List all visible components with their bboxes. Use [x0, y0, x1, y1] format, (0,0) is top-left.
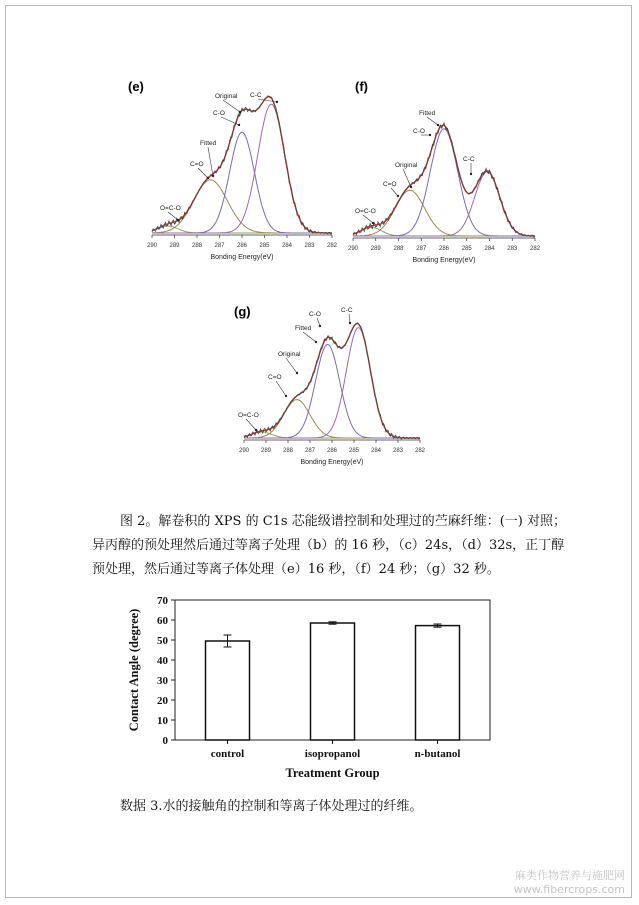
label-marker — [470, 173, 472, 175]
label-leader — [286, 358, 297, 373]
peak-label-co: C=O — [383, 181, 397, 188]
label-leader — [276, 381, 286, 396]
panel-tag: (f) — [355, 79, 368, 94]
label-marker — [238, 124, 240, 126]
label-marker — [255, 429, 257, 431]
peak-label-c_o: C-O — [309, 311, 321, 318]
y-tick-label: 50 — [157, 635, 168, 647]
y-tick-label: 40 — [157, 655, 168, 667]
x-tick-label: 285 — [259, 243, 270, 249]
label-marker — [207, 177, 209, 179]
x-tick-label: 282 — [326, 243, 338, 249]
figure2-caption — [120, 510, 620, 534]
label-leader — [223, 100, 240, 112]
x-tick-label: 285 — [461, 246, 472, 252]
x-tick-label: 286 — [236, 243, 248, 249]
component-peak — [353, 227, 535, 236]
figure2-caption-cont — [92, 534, 622, 582]
label-marker — [296, 372, 298, 374]
x-tick-label: 287 — [214, 243, 225, 249]
watermark-line2: www.fibercrops.com — [513, 883, 625, 896]
label-leader — [363, 215, 373, 223]
label-leader — [427, 117, 438, 125]
label-marker — [349, 322, 351, 324]
label-leader — [168, 212, 178, 220]
label-marker — [315, 341, 317, 343]
x-tick-label: 289 — [370, 246, 381, 252]
peak-label-c_o: C-O — [213, 110, 225, 117]
x-tick-label: 288 — [282, 448, 294, 454]
x-tick-label: 290 — [347, 246, 359, 252]
label-leader — [391, 188, 398, 196]
peak-label-cc: C-C — [341, 307, 353, 314]
x-tick-label: 290 — [146, 243, 158, 249]
x-tick-label: 283 — [507, 246, 518, 252]
x-tick-label: 284 — [281, 243, 293, 249]
component-peak — [244, 344, 420, 438]
x-tick-label: control — [210, 748, 245, 760]
bar-control — [206, 641, 250, 740]
x-tick-label: n-butanol — [414, 748, 461, 760]
x-tick-label: 282 — [529, 246, 541, 252]
peak-label-cc: C-C — [250, 92, 262, 99]
x-tick-label: 282 — [414, 448, 426, 454]
y-tick-label: 60 — [157, 615, 168, 627]
x-axis-label: Bonding Energy(eV) — [210, 254, 274, 261]
peak-label-occ: O=C-O — [238, 412, 259, 419]
label-marker — [276, 101, 278, 103]
x-tick-label: 287 — [304, 448, 316, 454]
x-tick-label: 286 — [326, 448, 338, 454]
xps-panel-f — [345, 75, 565, 300]
x-axis-label: Bonding Energy(eV) — [300, 459, 364, 466]
y-tick-label: 0 — [162, 735, 168, 747]
component-peak — [152, 132, 332, 233]
peak-label-original: Original — [278, 351, 301, 358]
component-peak — [244, 328, 420, 438]
original-curve — [353, 123, 535, 237]
panel-tag: (g) — [234, 304, 251, 319]
peak-label-original: Original — [215, 93, 238, 100]
label-marker — [410, 186, 412, 188]
figure2-caption-line3: 预处理，然后通过等离子体处理（e）16 秒，（f）24 秒；（g）32 秒。 — [92, 562, 500, 577]
x-tick-label: 288 — [191, 243, 203, 249]
label-marker — [239, 111, 241, 113]
y-tick-label: 20 — [157, 695, 168, 707]
label-marker — [285, 395, 287, 397]
x-tick-label: 289 — [260, 448, 272, 454]
peak-label-fitted: Fitted — [200, 140, 217, 147]
label-leader — [349, 314, 350, 323]
peak-label-occ: O=C-O — [355, 208, 376, 215]
original-curve — [152, 96, 332, 234]
x-axis-title: Treatment Group — [285, 766, 380, 780]
panel-tag: (e) — [128, 79, 144, 94]
x-tick-label: 284 — [484, 246, 495, 252]
peak-label-original: Original — [395, 162, 418, 169]
x-tick-label: 288 — [393, 246, 404, 252]
component-peak — [353, 190, 535, 236]
x-tick-label: 289 — [169, 243, 180, 249]
x-tick-label: 283 — [304, 243, 315, 249]
y-tick-label: 10 — [157, 715, 168, 727]
label-marker — [212, 175, 214, 177]
x-tick-label: 285 — [348, 448, 360, 454]
watermark-line1: 麻类作物营养与施肥网 — [515, 869, 625, 882]
x-axis-label: Bonding Energy(eV) — [412, 257, 476, 264]
label-leader — [258, 99, 277, 102]
peak-label-cc: C-C — [463, 156, 475, 163]
xps-panel-g — [230, 300, 440, 500]
peak-label-c_o: C-O — [413, 128, 425, 135]
bar-n-butanol — [416, 626, 460, 740]
x-tick-label: 283 — [392, 448, 404, 454]
peak-label-co: C=O — [268, 374, 282, 381]
peak-label-occ: O=C-O — [160, 205, 181, 212]
contact-angle-chart — [120, 590, 500, 785]
component-peak — [244, 400, 420, 438]
y-axis-title: Contact Angle (degree) — [127, 608, 141, 732]
label-marker — [372, 222, 374, 224]
figure3-caption: 数据 3.水的接触角的控制和等离子体处理过的纤维。 — [120, 799, 423, 814]
label-marker — [429, 134, 431, 136]
figure2-caption-line2: 异丙醇的预处理然后通过等离子处理（b）的 16 秒，（c）24s，（d）32s，正丁醇 — [92, 538, 565, 553]
label-marker — [319, 325, 321, 327]
label-leader — [403, 169, 411, 187]
x-tick-label: 290 — [238, 448, 250, 454]
peak-label-fitted: Fitted — [419, 110, 436, 117]
label-leader — [198, 168, 208, 178]
peak-label-fitted: Fitted — [295, 325, 312, 332]
label-marker — [437, 124, 439, 126]
x-tick-label: 286 — [438, 246, 450, 252]
component-peak — [152, 104, 332, 233]
label-marker — [397, 195, 399, 197]
figure2-caption-line1: 图 2。解卷积的 XPS 的 C1s 芯能级谱控制和处理过的苎麻纤维：(一) 对照； — [120, 514, 567, 529]
label-leader — [303, 332, 316, 342]
x-tick-label: 287 — [416, 246, 427, 252]
label-leader — [246, 419, 256, 430]
y-tick-label: 70 — [157, 595, 168, 607]
watermark — [514, 869, 625, 897]
peak-label-co: C=O — [190, 161, 204, 168]
y-tick-label: 30 — [157, 675, 168, 687]
bar-isopropanol — [311, 623, 355, 740]
label-marker — [177, 219, 179, 221]
xps-panel-e — [120, 75, 340, 300]
x-tick-label: 284 — [370, 448, 382, 454]
x-tick-label: isopropanol — [304, 748, 361, 760]
fitted-curve — [152, 97, 332, 234]
label-leader — [317, 318, 320, 326]
label-leader — [208, 147, 213, 176]
